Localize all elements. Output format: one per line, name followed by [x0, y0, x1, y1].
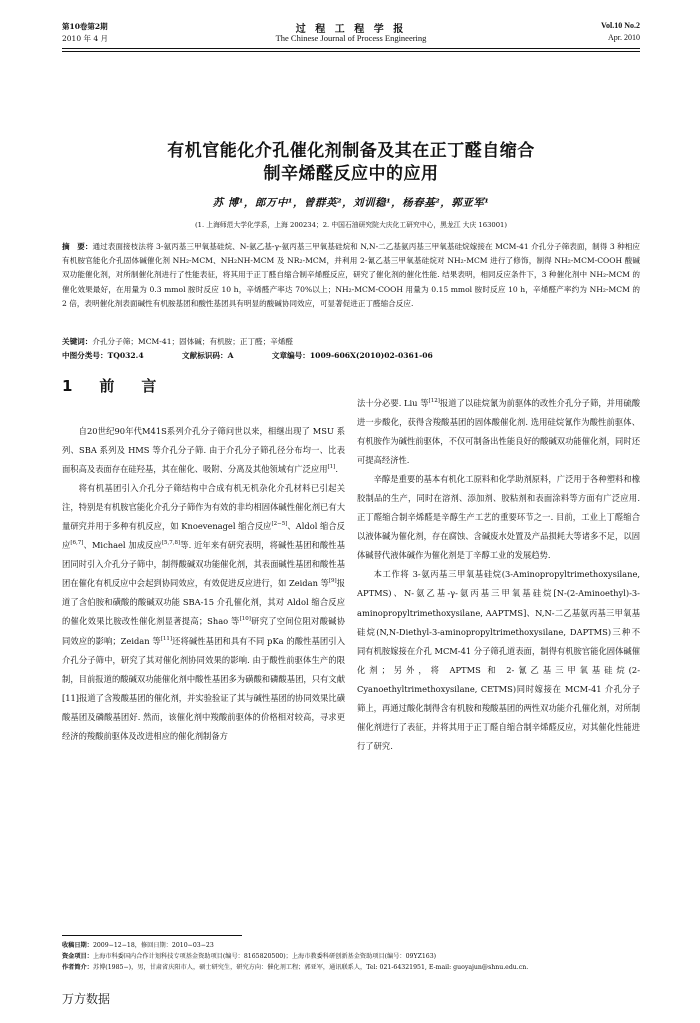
date-cn: 2010 年 4 月 [62, 34, 109, 43]
volume-en: Vol.10 No.2 [600, 21, 640, 30]
footnote [62, 940, 662, 973]
clc-label: 中图分类号： [62, 351, 108, 360]
paragraph: 本工作将 3-氨丙基三甲氧基硅烷(3-Aminopropyltrimethoxysilane, APTMS)、N-氨乙基-γ-氨丙基三甲氧基硅烷[N-(2-Aminoethyl)-3-aminopropyltrimethoxysilane, AAPTMS]、N,N-二乙基氨丙基三甲氧基硅烷(N,N-Diethyl-3-aminopropyltrimethoxysilane, DAPTMS)三种不同有机胺嫁接在介孔 MCM-41 分子筛孔道表面，制得有机胺官能化固体碱催化剂；另外，将 APTMS 和 2-氰乙基三甲氧基硅烷(2-Cyanoethyltrimethoxysilane, CETMS)同时嫁接在 MCM-41 介孔分子筛上，再通过酸化制得含有机胺和羧酸基团的两性双功能介孔催化剂，对所制催化剂进行了表征，并将其用于正丁醛自缩合制辛烯醛反应，对其催化性能进行了研究. [357, 569, 640, 751]
section-heading: 1 前 言 [62, 377, 163, 395]
left-column [62, 422, 345, 746]
doc-code-label: 文献标识码： [182, 351, 228, 360]
paper-title-line1: 有机官能化介孔催化剂制备及其在正丁醛自缩合 [167, 141, 535, 161]
paragraph: 法十分必要. Liu 等[12]报道了以硅烷氰为前驱体的改性介孔分子筛，并用硫酸进一步酸化，获得含羧酸基团的固体酸催化剂. 选用硅烷氰作为酸性前驱体、有机胺作为碱性前驱体，不仅可制备出性能良好的酸碱双功能催化剂，同时还可提高经济性. [357, 398, 640, 466]
footnote-author: 作者简介：苏博(1985−)，男，甘肃省庆阳市人，硕士研究生，研究方向：催化剂工程；郭亚军，通讯联系人，Tel: 021-64321951, E-mail: guoyajun@shnu.edu.cn. [62, 964, 529, 971]
author-list: 苏 博¹，郎万中¹，曾群英²，刘训稳¹，杨春基²，郭亚军¹ [212, 197, 490, 209]
footnote-received: 收稿日期：2009−12−18，修回日期：2010−03−23 [62, 942, 214, 949]
watermark: 万方数据 [62, 992, 111, 1006]
keywords-text: 介孔分子筛；MCM-41；固体碱；有机胺；正丁醛；辛烯醛 [92, 337, 294, 346]
header-rule-thin [62, 51, 640, 52]
date-en: Apr. 2010 [608, 33, 640, 42]
doc-code: A [227, 351, 234, 360]
right-column [357, 394, 640, 756]
paragraph: 将有机基团引入介孔分子筛结构中合成有机无机杂化介孔材料已引起关注，特别是有机胺官能化介孔分子筛作为有效的非均相固体碱性催化剂已有大量研究并用于多种有机反应，如 Knoevenagel 缩合反应[2−5]、Aldol 缩合反应[6,7]、Michael 加成反应[5,7,8]等. 近年来有研究表明，将碱性基团和酸性基团同时引入介孔分子筛中，制得酸碱双功能催化剂，其表面碱性基团和酸性基团在催化有机反应中会起到协同效应，有效促进反应进行，如 Zeidan 等[9]报道了含伯胺和磺酸的酸碱双功能 SBA-15 介孔催化剂，其对 Aldol 缩合反应的催化效果比胺改性催化剂显著提高；Shao 等[10]研究了空间位阻对酸碱协同效应的影响；Zeidan 等[11]还将碱性基团和具有不同 pKa 的酸性基团引入介孔分子筛中，研究了其对催化剂协同效果的影响. 由于酸性前驱体生产的限制，目前报道的酸碱双功能催化剂中酸性基团多为磺酸和磷酸基团，只有文献[11]报道了含羧酸基团的催化剂，并实验验证了其与碱性基团的协同效果比磺酸基团及磷酸基团好. 然而，该催化剂中羧酸前驱体的价格相对较高，寻求更经济的羧酸前驱体及改进相应的催化剂制备方 [62, 483, 346, 741]
footnote-fund: 资金项目：上海市科委国内合作计划科技专项基金资助项目(编号：8165820500)；上海市教委科研创新基金资助项目(编号：09YZ163) [62, 953, 437, 960]
article-number-label: 文章编号： [271, 351, 310, 360]
paper-title-line2: 制辛烯醛反应中的应用 [263, 164, 439, 184]
journal-title-cn: 过 程 工 程 学 报 [295, 24, 407, 35]
abstract-text: 通过表面接枝法将 3-氨丙基三甲氧基硅烷、N-氨乙基-γ-氨丙基三甲氧基硅烷和 N,N-二乙基氨丙基三甲氧基硅烷嫁接在 MCM-41 介孔分子筛表面，制得 3 种相应有机胺官能化介孔固体碱催化剂 NH₂-MCM、NH₂NH-MCM 及 NR₂-MCM，并利用 2-氰乙基三甲氧基硅烷对 NH₂-MCM 进行了修饰，制得 NH₂-MCM-COOH 酸碱双功能催化剂，对所制催化剂进行了性能表征，将其用于正丁醛自缩合制辛烯醛反应，研究了催化剂的催化性能. 结果表明，相同反应条件下，3 种催化剂中 NH₂-MCM 的催化效果最好，在用量为 0.3 mmol 胺时反应 10 h，辛烯醛产率达 70%以上；NH₂-MCM-COOH 用量为 0.15 mmol 胺时反应 10 h，辛烯醛产率约为 NH₂-MCM 的 2 倍，表明催化剂表面碱性有机胺基团和酸性基团具有明显的酸碱协同效应，可显著促进正丁醛缩合反应. [62, 242, 640, 308]
running-header [62, 21, 640, 55]
journal-title-en: The Chinese Journal of Process Engineering [275, 33, 427, 43]
paragraph: 辛醇是重要的基本有机化工原料和化学助剂原料，广泛用于各种塑料和橡胶制品的生产，同时在溶剂、添加剂、胶粘剂和表面涂料等方面有广泛应用. 正丁醛缩合制辛烯醛是辛醇生产工艺的重要环节之一. 目前，工业上丁醛缩合以液体碱为催化剂，存在腐蚀、含碱废水处置及产品损耗大等诸多不足，以固体碱替代液体碱作为催化剂是丁辛醇工业的发展趋势. [357, 474, 640, 561]
abstract-label: 摘 要： [62, 242, 93, 251]
clc-code: TQ032.4 [107, 351, 144, 360]
affiliation: (1. 上海师范大学化学系，上海 200234；2. 中国石油研究院大庆化工研究中心，黑龙江 大庆 163001) [194, 221, 508, 229]
header-rule-thick [62, 48, 640, 49]
keywords-label: 关键词： [62, 337, 93, 346]
keywords [62, 336, 640, 347]
volume-issue: 第10卷第2期 [62, 22, 108, 31]
article-number: 1009-606X(2010)02-0361-06 [309, 351, 433, 360]
classification-line [62, 350, 640, 361]
abstract [62, 240, 640, 311]
footnote-rule [62, 935, 242, 936]
paragraph: 自20世纪90年代M41S系列介孔分子筛问世以来，相继出现了 MSU 系列、SBA 系列及 HMS 等介孔分子筛. 由于介孔分子筛孔径分布均一、比表面积高及表面存在硅羟基，其在催化、吸附、分离及其他领域有广泛应用[1]. [62, 426, 345, 475]
